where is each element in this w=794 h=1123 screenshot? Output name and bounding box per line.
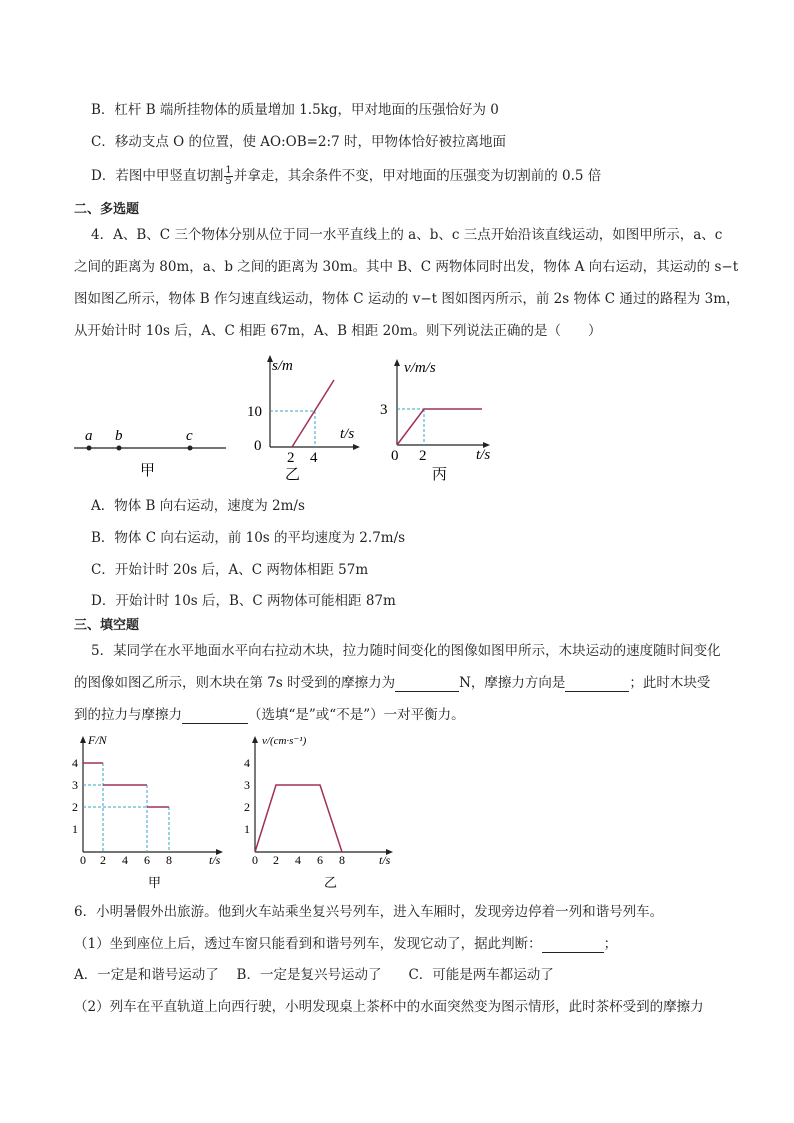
- q5-line3: [74, 706, 465, 724]
- q6-line2: [74, 935, 617, 953]
- point-a: [87, 446, 92, 451]
- y-tick-label: 3: [244, 778, 250, 792]
- section-heading-multi: 二、多选题: [74, 202, 140, 217]
- q6-line1: 6．小明暑假外出旅游。他到火车站乘坐复兴号列车，进入车厢时，发现旁边停着一列和谐号列车。: [74, 904, 664, 920]
- y-tick-label: 3: [72, 778, 78, 792]
- q3-option-d-pre: D．若图中甲竖直切割: [91, 168, 224, 184]
- answer-blank[interactable]: [182, 709, 248, 724]
- x-tick-label: 2: [100, 853, 106, 867]
- figure-caption: 丙: [432, 467, 448, 482]
- y-axis-label: s/m: [272, 358, 293, 374]
- q4-line4: 从开始计时 10s 后，A、C 相距 67m，A、B 相距 20m。则下列说法正确的是（ ）: [74, 323, 602, 339]
- fraction-denominator: 5: [225, 176, 232, 187]
- y-tick-label: 1: [244, 822, 250, 836]
- figure-caption: 乙: [324, 875, 338, 890]
- y-tick-label: 2: [72, 800, 78, 814]
- x-tick-label: 6: [317, 853, 323, 867]
- x-axis-label: t/s: [340, 426, 355, 442]
- q4-line3: 图如图乙所示，物体 B 作匀速直线运动，物体 C 运动的 v−t 图如图丙所示，前 2s 物体 C 通过的路程为 3m，: [74, 291, 740, 307]
- y-tick-label: 2: [244, 800, 250, 814]
- x-tick-label: 2: [419, 448, 427, 464]
- x-tick-label: 8: [339, 853, 345, 867]
- q5-line2: [74, 674, 710, 692]
- q5-line2-a: 的图像如图乙所示，则木块在第 7s 时受到的摩擦力为: [74, 675, 396, 691]
- q3-option-b: B．杠杆 B 端所挂物体的质量增加 1.5kg，甲对地面的压强恰好为 0: [91, 102, 499, 118]
- q5-line2-c: ；此时木块受: [629, 675, 711, 691]
- y-tick-label: 0: [254, 438, 262, 454]
- fraction: [224, 166, 232, 187]
- q4-line1: 4．A、B、C 三个物体分别从位于同一水平直线上的 a、b、c 三点开始沿该直线运动，如图甲所示，a、c: [91, 227, 723, 243]
- label-a: a: [85, 428, 93, 444]
- q5-figure-yi: [240, 730, 405, 895]
- y-axis-label: v/(cm·s⁻¹): [262, 735, 307, 747]
- y-tick-label: 1: [72, 822, 78, 836]
- figure-caption: 甲: [140, 463, 156, 479]
- x-axis-arrow: [353, 444, 360, 450]
- y-axis-label: v/m/s: [404, 360, 436, 376]
- x-tick-label: 4: [122, 853, 128, 867]
- q5-line1: 5．某同学在水平地面水平向右拉动木块，拉力随时间变化的图像如图甲所示，木块运动的速度随时间变化: [91, 643, 721, 659]
- q4-option-a: A．物体 B 向右运动，速度为 2m/s: [91, 498, 305, 514]
- section-heading-fill: 三、填空题: [74, 618, 140, 633]
- figure-caption: 乙: [285, 467, 301, 482]
- x-tick-label: 0: [80, 853, 86, 867]
- point-b: [117, 446, 122, 451]
- x-axis-label: t/s: [209, 853, 221, 867]
- x-tick-label: 2: [287, 450, 295, 466]
- x-tick-label: 6: [144, 853, 150, 867]
- label-c: c: [186, 428, 193, 444]
- figure-caption: 甲: [148, 875, 162, 890]
- y-axis-arrow: [80, 736, 86, 743]
- x-tick-label: 4: [295, 853, 301, 867]
- q5-line3-a: 到的拉力与摩擦力: [74, 707, 182, 723]
- q6-line2-a: （1）坐到座位上后，透过车窗只能看到和谐号列车，发现它动了，据此判断：: [74, 936, 542, 952]
- y-axis-label: F/N: [88, 733, 107, 747]
- series-line: [292, 380, 334, 447]
- q6-line3: A．一定是和谐号运动了 B．一定是复兴号运动了 C．可能是两车都运动了: [74, 967, 554, 983]
- answer-blank[interactable]: [565, 677, 629, 692]
- y-axis-arrow: [394, 359, 400, 366]
- q5-line3-b: （选填“是”或“不是”）一对平衡力。: [248, 707, 465, 723]
- y-tick-label: 3: [380, 402, 388, 418]
- q3-option-d: [91, 166, 601, 187]
- series-line: [397, 409, 482, 445]
- q5-line2-b: N，摩擦力方向是: [459, 675, 566, 691]
- x-tick-label: 0: [391, 448, 399, 464]
- q5-figure-jia: [68, 730, 238, 895]
- x-tick-label: 8: [166, 853, 172, 867]
- x-tick-label: 4: [310, 450, 318, 466]
- x-axis-label: t/s: [379, 853, 391, 867]
- fraction-numerator: 1: [225, 165, 232, 176]
- q6-line4: （2）列车在平直轨道上向西行驶，小明发现桌上茶杯中的水面突然变为图示情形，此时茶杯受到的摩擦力: [74, 999, 704, 1015]
- y-tick-label: 10: [247, 404, 262, 420]
- y-tick-label: 4: [244, 756, 250, 770]
- q3-option-c: C．移动支点 O 的位置，使 AO:OB=2:7 时，甲物体恰好被拉离地面: [91, 134, 506, 150]
- q4-figure-yi: [245, 352, 365, 482]
- q6-line2-b: ；: [603, 936, 618, 952]
- x-tick-label: 2: [273, 853, 279, 867]
- answer-blank[interactable]: [395, 677, 459, 692]
- answer-blank[interactable]: [542, 938, 604, 953]
- q3-option-d-post: 并拿走，其余条件不变，甲对地面的压强变为切割前的 0.5 倍: [233, 168, 602, 184]
- q4-option-c: C．开始计时 20s 后，A、C 两物体相距 57m: [91, 562, 369, 578]
- q4-figure-jia: [70, 420, 230, 480]
- point-c: [188, 446, 193, 451]
- series-line: [255, 785, 342, 852]
- label-b: b: [115, 428, 123, 444]
- x-axis-label: t/s: [476, 447, 491, 463]
- q4-option-d: D．开始计时 10s 后，B、C 两物体可能相距 87m: [91, 593, 396, 609]
- q4-figure-bing: [372, 352, 502, 482]
- q4-option-b: B．物体 C 向右运动，前 10s 的平均速度为 2.7m/s: [91, 530, 406, 546]
- q4-line2: 之间的距离为 80m，a、b 之间的距离为 30m。其中 B、C 两物体同时出发，物体 A 向右运动，其运动的 s−t: [74, 259, 739, 275]
- x-tick-label: 0: [252, 853, 258, 867]
- y-tick-label: 4: [72, 756, 78, 770]
- y-axis-arrow: [252, 736, 258, 743]
